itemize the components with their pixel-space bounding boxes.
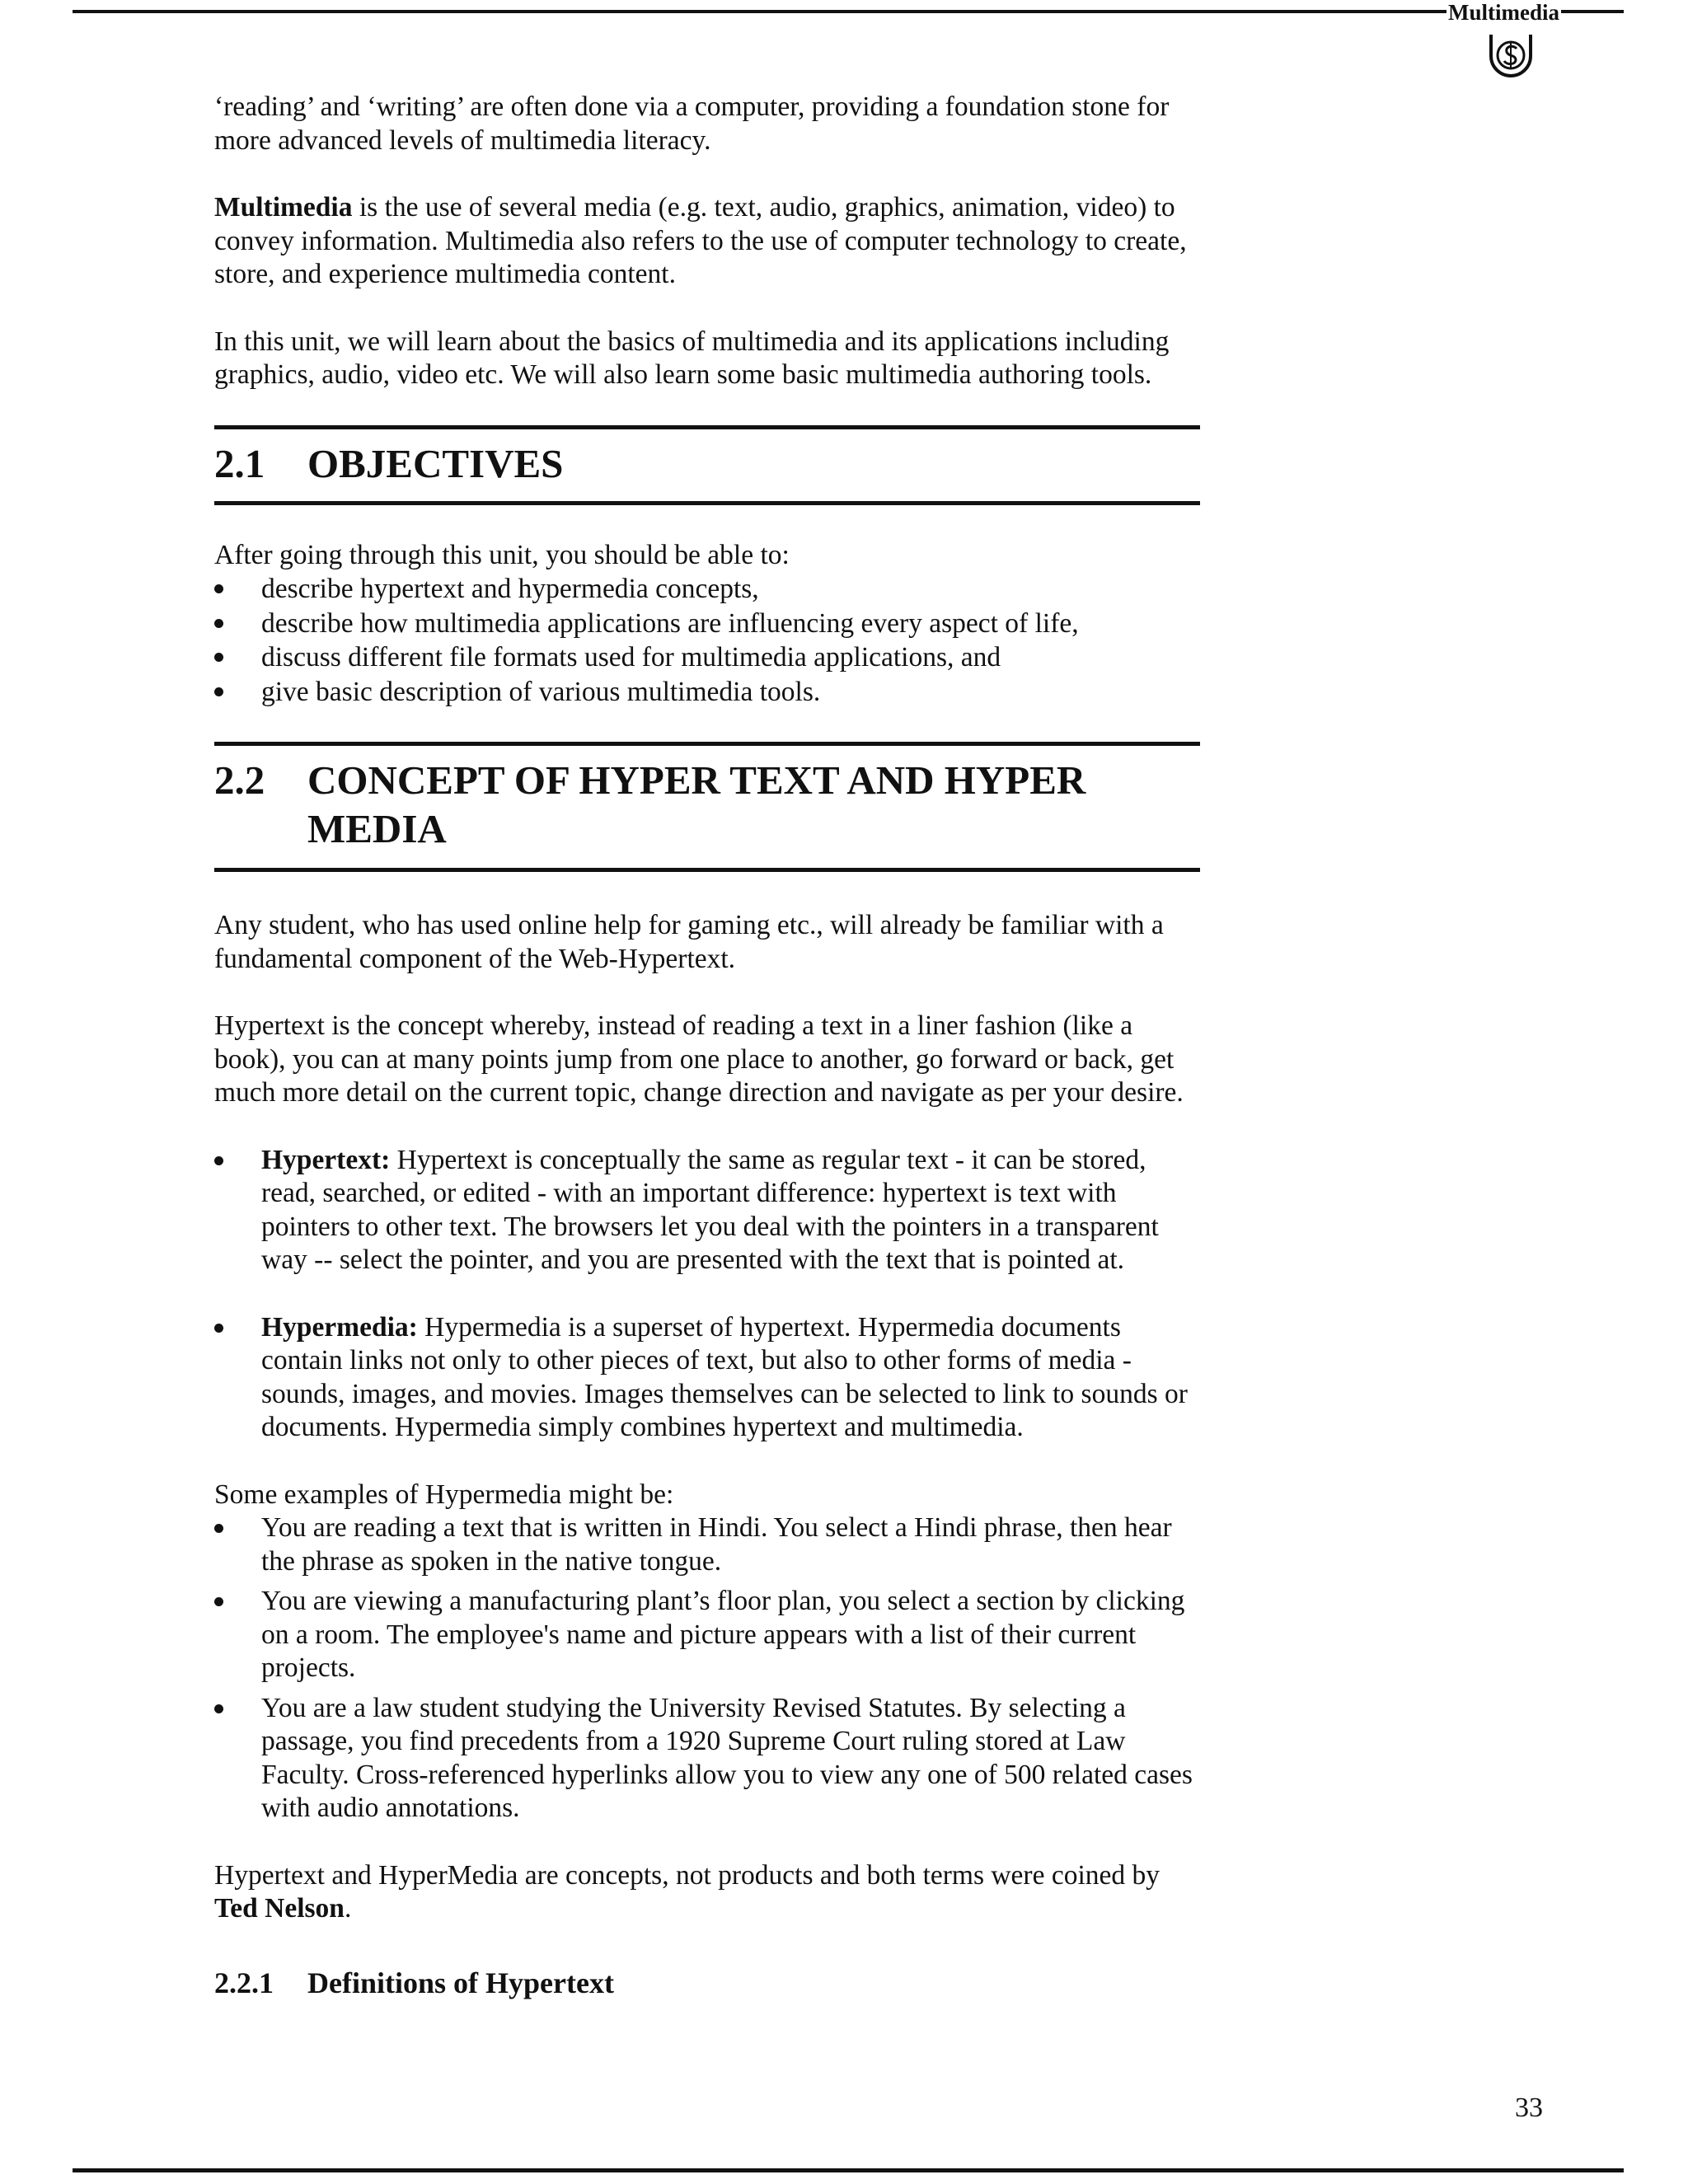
section-title: CONCEPT OF HYPER TEXT AND HYPER MEDIA <box>307 757 1086 851</box>
unit-overview: In this unit, we will learn about the basics of multimedia and its applications including graphics, audio, video etc. We will also learn some basic multimedia authoring tools. <box>214 326 1170 390</box>
intro-paragraph: ‘reading’ and ‘writing’ are often done via a computer, providing a foundation stone for more advanced levels of multimedia literacy. <box>214 91 1170 156</box>
bullet-icon <box>214 1524 223 1533</box>
objectives-list <box>214 572 1203 709</box>
person-name: Ted Nelson <box>214 1893 345 1924</box>
definition-text: Hypermedia is a superset of hypertext. Hypermedia documents contain links not only to other pieces of text, but also to other forms of media - sounds, images, and movies. Images themselves can be selected to link to sounds or documents. Hypermedia simply combines hypertext and multimedia. <box>261 1311 1188 1442</box>
definition-term: Hypertext: <box>261 1144 391 1175</box>
hypertext-intro: Any student, who has used online help for gaming etc., will already be familiar with a fundamental component of the Web-Hypertext. <box>214 910 1164 974</box>
running-head: Multimedia <box>1448 0 1559 25</box>
list-item: give basic description of various multimedia tools. <box>214 675 1203 710</box>
page-body <box>214 91 1203 2001</box>
hypertext-concept: Hypertext is the concept whereby, instead of reading a text in a liner fashion (like a book), you can at many points jump from one place to another, go forward or back, get much more detail on the current topic, change direction and navigate as per your desire. <box>214 1010 1184 1108</box>
section-heading-objectives <box>214 425 1200 505</box>
list-item: describe how multimedia applications are influencing every aspect of life, <box>214 607 1203 641</box>
list-item: You are viewing a manufacturing plant’s floor plan, you select a section by clicking on a room. The employee's name and picture appears with a list of their current projects. <box>214 1585 1203 1685</box>
subsection-number: 2.2.1 <box>214 1966 274 1999</box>
list-item <box>214 1144 1203 1277</box>
list-item <box>214 1311 1203 1445</box>
footer-rule <box>73 2168 1624 2172</box>
subsection-heading <box>214 1965 1203 2001</box>
bullet-icon <box>214 1324 223 1333</box>
definition-text: Hypertext is conceptually the same as regular text - it can be stored, read, searched, or edited - with an important difference: hypertext is text with pointers to other text. The browsers let you deal with the pointers in a transparent way -- select the pointer, and you are presented with the text that is pointed at. <box>261 1144 1159 1275</box>
examples-list <box>214 1511 1203 1825</box>
section-number: 2.2 <box>214 757 265 803</box>
multimedia-definition <box>214 191 1203 292</box>
bullet-icon <box>214 653 223 662</box>
multimedia-definition-text: is the use of several media (e.g. text, audio, graphics, animation, video) to convey information. Multimedia also refers to the use of computer technology to create, store, and experience multimedia content. <box>214 192 1187 289</box>
header-rule <box>73 10 1624 13</box>
university-seal-icon <box>1486 28 1536 79</box>
definitions-list <box>214 1144 1203 1445</box>
list-item: discuss different file formats used for multimedia applications, and <box>214 640 1203 675</box>
bullet-icon <box>214 619 223 628</box>
bullet-icon <box>214 1704 223 1713</box>
term-multimedia: Multimedia <box>214 192 353 223</box>
section-title: OBJECTIVES <box>307 440 564 486</box>
list-item: describe hypertext and hypermedia concepts, <box>214 572 1203 607</box>
examples-lead: Some examples of Hypermedia might be: <box>214 1479 674 1510</box>
bullet-icon <box>214 1156 223 1165</box>
list-item: You are a law student studying the University Revised Statutes. By selecting a passage, you find precedents from a 1920 Supreme Court ruling stored at Law Faculty. Cross-referenced hyperlinks allow you to view any one of 500 related cases with audio annotations. <box>214 1692 1203 1825</box>
bullet-icon <box>214 1597 223 1606</box>
page-number: 33 <box>1515 2093 1543 2123</box>
closing-paragraph: Hypertext and HyperMedia are concepts, not products and both terms were coined by Ted Nelson. <box>214 1859 1160 1924</box>
list-item: You are reading a text that is written in Hindi. You select a Hindi phrase, then hear the phrase as spoken in the native tongue. <box>214 1511 1203 1578</box>
subsection-title: Definitions of Hypertext <box>307 1966 614 1999</box>
section-heading-hypertext <box>214 742 1200 872</box>
definition-term: Hypermedia: <box>261 1311 418 1343</box>
objectives-lead: After going through this unit, you should be able to: <box>214 539 790 570</box>
bullet-icon <box>214 687 223 696</box>
section-number: 2.1 <box>214 440 265 486</box>
bullet-icon <box>214 584 223 593</box>
